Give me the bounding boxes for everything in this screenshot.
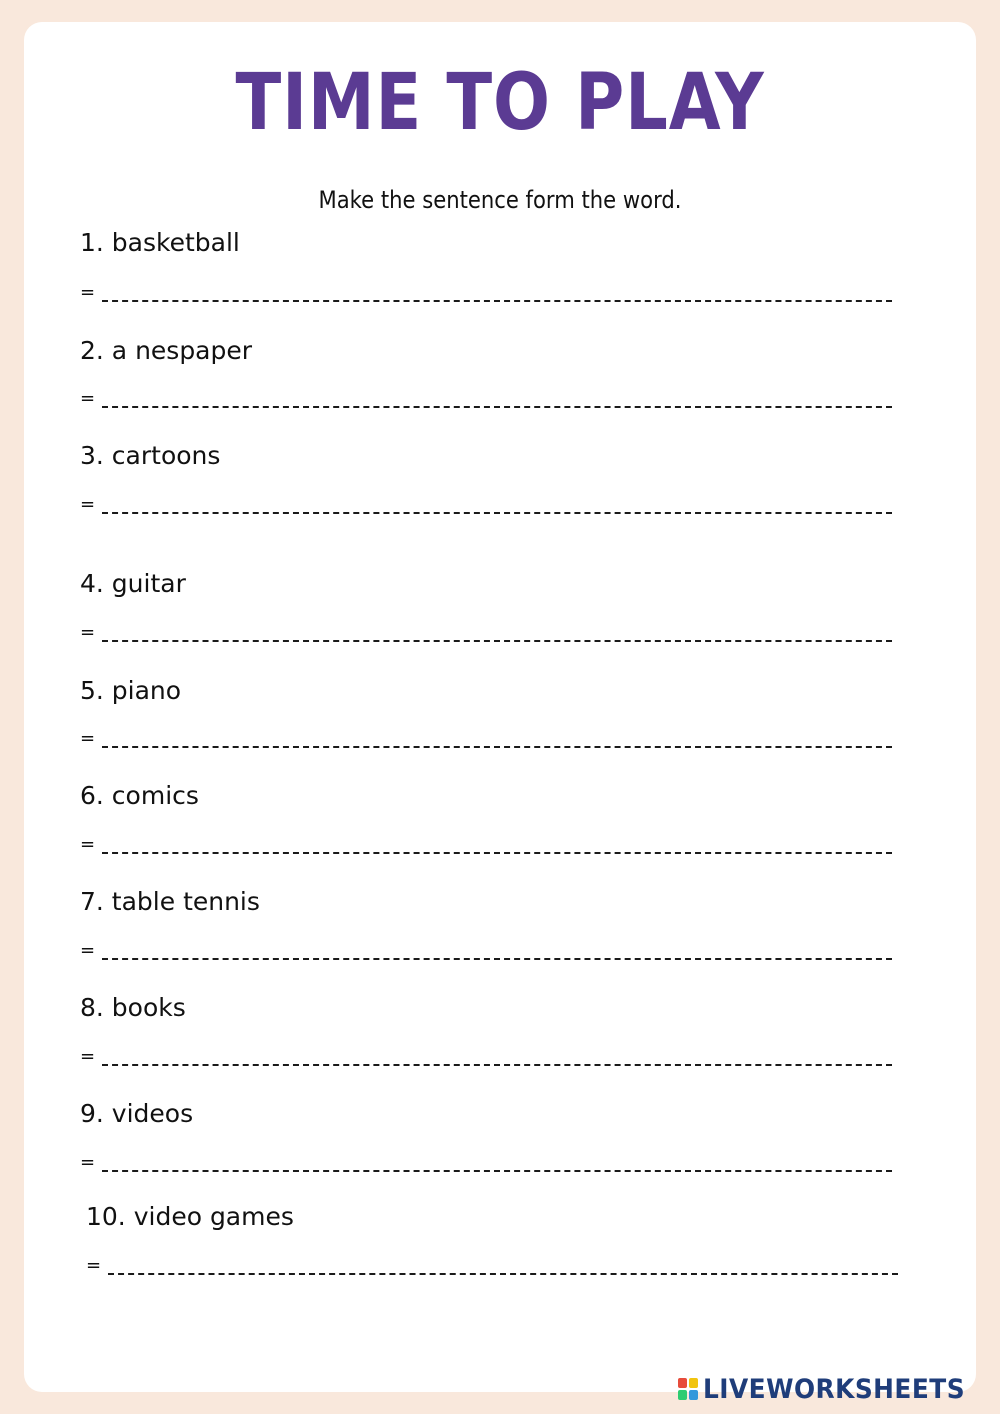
answer-line-8[interactable] xyxy=(80,1042,892,1074)
equals-sign: = xyxy=(80,1046,96,1067)
answer-blank[interactable] xyxy=(102,746,892,748)
item-label-6: 6. comics xyxy=(80,781,199,810)
answer-blank[interactable] xyxy=(102,1064,892,1066)
item-label-8: 8. books xyxy=(80,993,186,1022)
equals-sign: = xyxy=(80,388,96,409)
worksheet-title: TIME TO PLAY xyxy=(235,58,765,148)
liveworksheets-logo xyxy=(677,1374,988,1404)
answer-line-3[interactable] xyxy=(80,490,892,522)
answer-blank[interactable] xyxy=(108,1273,898,1275)
item-label-5: 5. piano xyxy=(80,676,182,705)
equals-sign: = xyxy=(80,940,96,961)
equals-sign: = xyxy=(80,834,96,855)
answer-line-2[interactable] xyxy=(80,384,892,416)
answer-blank[interactable] xyxy=(102,1170,892,1172)
equals-sign: = xyxy=(80,494,96,515)
item-label-4: 4. guitar xyxy=(80,569,186,598)
logo-text: LIVEWORKSHEETS xyxy=(703,1373,966,1405)
answer-blank[interactable] xyxy=(102,852,892,854)
answer-line-4[interactable] xyxy=(80,618,892,650)
liveworksheets-icon xyxy=(677,1377,699,1401)
equals-sign: = xyxy=(80,1152,96,1173)
item-label-2: 2. a nespaper xyxy=(80,336,253,365)
equals-sign: = xyxy=(80,728,96,749)
answer-blank[interactable] xyxy=(102,958,892,960)
answer-line-9[interactable] xyxy=(80,1148,892,1180)
answer-line-6[interactable] xyxy=(80,830,892,862)
item-label-3: 3. cartoons xyxy=(80,441,221,470)
equals-sign: = xyxy=(80,622,96,643)
answer-blank[interactable] xyxy=(102,512,892,514)
item-label-9: 9. videos xyxy=(80,1099,194,1128)
answer-line-5[interactable] xyxy=(80,724,892,756)
answer-blank[interactable] xyxy=(102,640,892,642)
item-label-1: 1. basketball xyxy=(80,228,240,257)
answer-line-7[interactable] xyxy=(80,936,892,968)
answer-blank[interactable] xyxy=(102,406,892,408)
equals-sign: = xyxy=(80,282,96,303)
item-label-10: 10. video games xyxy=(86,1202,294,1231)
equals-sign: = xyxy=(86,1255,102,1276)
answer-blank[interactable] xyxy=(102,300,892,302)
answer-line-1[interactable] xyxy=(80,278,892,310)
instruction-text: Make the sentence form the word. xyxy=(318,186,682,214)
answer-line-10[interactable] xyxy=(86,1251,898,1283)
item-label-7: 7. table tennis xyxy=(80,887,260,916)
